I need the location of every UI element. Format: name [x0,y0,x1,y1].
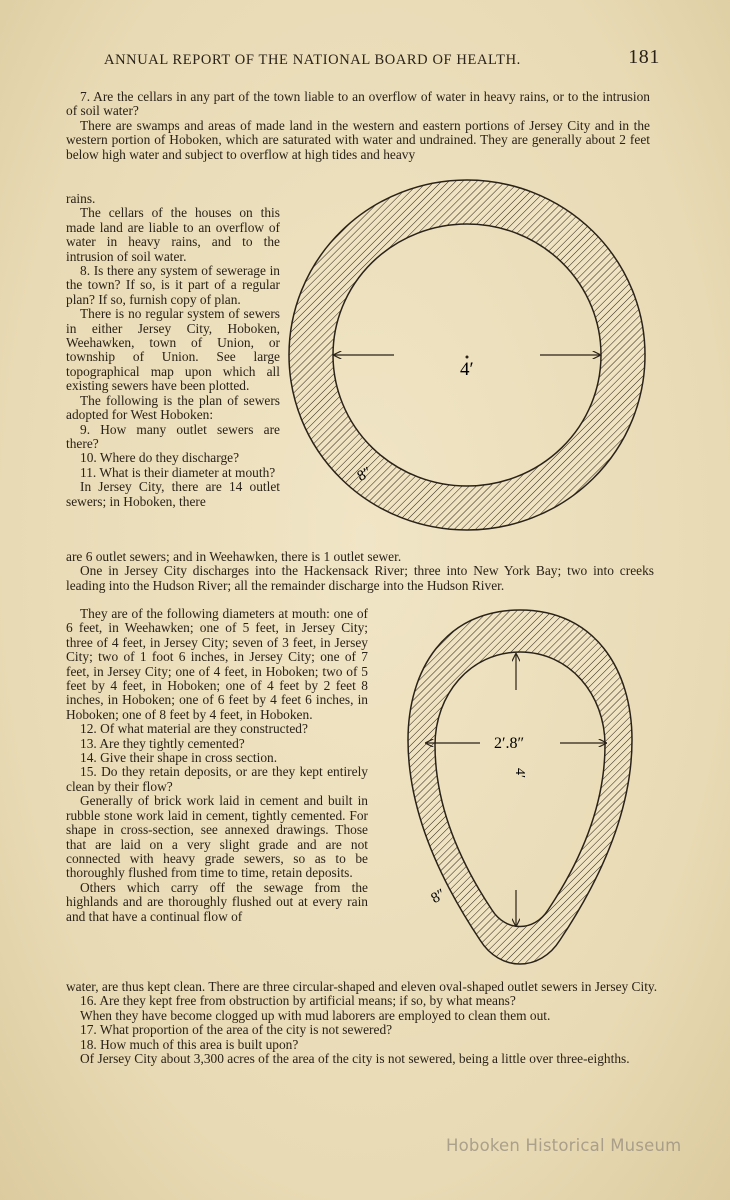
question-8: 8. Is there any system of sewerage in the town? If so, is it part of a regular plan? If so, furnish copy of plan. [66,263,280,307]
running-header [100,48,670,74]
oval-sewer-diagram [400,600,640,980]
answer-17-18: Of Jersey City about 3,300 acres of the area of the city is not sewered, being a little over three-eighths. [80,1051,630,1067]
answer-15-part2: water, are thus kept clean. There are three circular-shaped and eleven oval-shaped outlet sewers in Jersey City. [66,979,658,994]
oval-sewer-wall [408,610,632,964]
circular-diameter-label: 4′ [460,359,474,380]
plan-intro: The following is the plan of sewers adopted for West Hoboken: [66,392,280,423]
circular-sewer-svg [282,178,652,538]
answer-10: One in Jersey City discharges into the Hackensack River; three into New York Bay; two into creeks leading into the Hudson River; all the remainder discharge into the Hudson River. [66,563,654,593]
answer-9-part1: In Jersey City, there are 14 outlet sewers; in Hoboken, there [66,479,280,509]
answer-12-15: Generally of brick work laid in cement and built in rubble stone work laid in cement, tightly cemented. For shape in cross-section, see annexed drawings. Those that are laid on a very slight grade and are not connected with heavy grade sewers, so as to be thoroughly flushed from time to time, retain deposits. [66,793,368,881]
question-9: 9. How many outlet sewers are there? [66,421,280,451]
answer-16: When they have become clogged up with mud laborers are employed to clean them out. [80,1007,551,1023]
question-18: 18. How much of this area is built upon? [80,1036,299,1052]
answer-9-part2: are 6 outlet sewers; and in Weehawken, there is 1 outlet sewer. [66,549,402,564]
answer-11: They are of the following diameters at mouth: one of 6 feet, in Weehawken; one of 5 feet, in Jersey City; three of 4 feet, in Jersey City; seven of 3 feet, in Jersey City; two of 1 foot 6 inches, in Jersey City; one of 7 feet, in Jersey City; one of 4 feet, in Hoboken; two of 5 feet by 4 feet, in Hoboken; one of 4 feet by 2 feet 8 inches, in Hoboken; one of 6 feet by 4 feet 6 inches, in Hoboken; one of 8 feet by 4 feet, in Hoboken. [66,606,368,722]
oval-width-label: 2′.8″ [494,735,525,752]
text-block-left-upper [66,192,280,509]
answer-15-part1: Others which carry off the sewage from the highlands and are thoroughly flushed out at every rain and that have a continual flow of [66,879,368,924]
question-15: 15. Do they retain deposits, or are they kept entirely clean by their flow? [66,764,368,794]
text-block-bottom [66,980,658,1066]
circular-sewer-diagram [282,178,652,538]
question-14: 14. Give their shape in cross section. [80,750,278,766]
answer-7-part1: There are swamps and areas of made land in the western and eastern portions of Jersey City and in the western portion of Hoboken, which are saturated with water and undrained. They are generally about 2 feet below high water and subject to overflow at high tides and heavy [66,117,650,162]
text-block-left-lower [66,607,368,924]
text-block-top [66,90,650,162]
answer-7-part2: The cellars of the houses on this made land are liable to an overflow of water in heavy rains, and to the intrusion of soil water. [66,205,280,264]
question-10: 10. Where do they discharge? [80,450,240,466]
museum-watermark: Hoboken Historical Museum [446,1136,682,1155]
oval-height-label: 4′ [512,768,527,779]
question-13: 13. Are they tightly cemented? [80,735,245,751]
question-16: 16. Are they kept free from obstruction by artificial means; if so, by what means? [80,993,516,1009]
text-block-middle [66,550,654,593]
oval-wall-label: 8″ [428,886,449,907]
oval-sewer-svg [400,600,640,980]
answer-7-continued: rains. [66,191,96,206]
question-7: 7. Are the cellars in any part of the town liable to an overflow of water in heavy rains, or to the intrusion of soil water? [66,89,650,119]
answer-8: There is no regular system of sewers in either Jersey City, Hoboken, Weehawken, town of Union, or township of Union. See large topographical map upon which all existing sewers have been plotted. [66,306,280,394]
page-number: 181 [628,46,660,68]
header-title: ANNUAL REPORT OF THE NATIONAL BOARD OF HEALTH. [104,52,521,68]
question-12: 12. Of what material are they constructed? [80,721,308,737]
question-11: 11. What is their diameter at mouth? [80,464,276,480]
question-17: 17. What proportion of the area of the city is not sewered? [80,1022,393,1038]
circular-wall-label: 8″ [354,464,375,485]
